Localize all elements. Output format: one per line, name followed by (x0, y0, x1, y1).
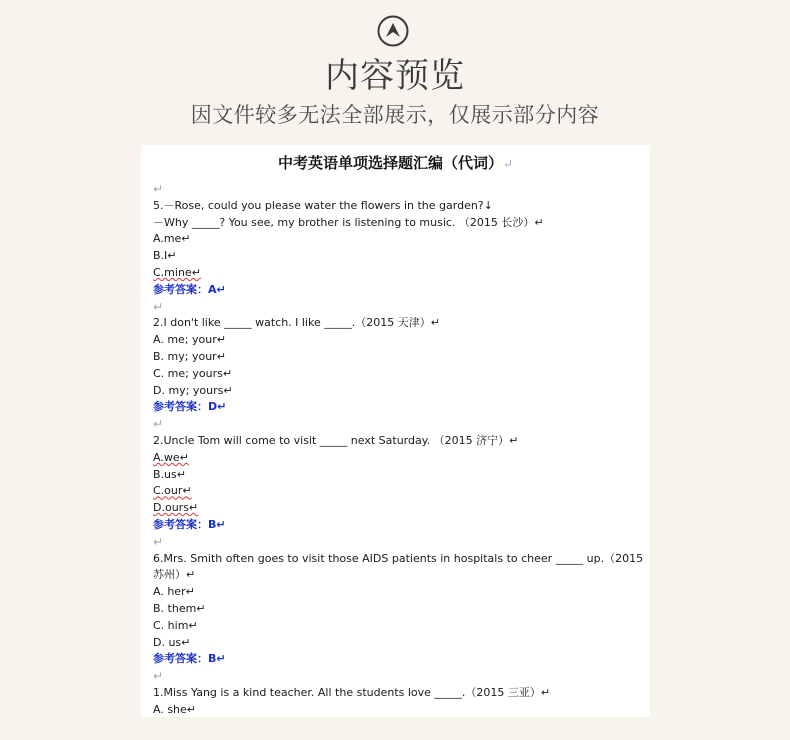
paragraph-mark: ↵ (153, 534, 164, 549)
document-page (141, 145, 650, 717)
line-text: D. my; yours↵ (153, 383, 233, 397)
line-text: D. us↵ (153, 635, 191, 649)
document-line (153, 685, 643, 702)
paragraph-mark: ↵ (153, 669, 164, 684)
line-text: A.me↵ (153, 232, 191, 246)
paragraph-mark: ↵ (153, 299, 164, 314)
line-text: 5.－Rose, could you please water the flowers in the garden?↓ (153, 198, 493, 212)
document-line (153, 635, 643, 652)
paragraph-mark: ↵ (502, 157, 514, 171)
line-text: C.mine↵ (153, 265, 201, 279)
line-text: C. me; yours↵ (153, 366, 233, 380)
document-line (153, 265, 643, 282)
line-text: 参考答案：D↵ (153, 400, 227, 414)
line-text: B.us↵ (153, 467, 186, 481)
document-line (153, 500, 643, 517)
line-text: A. she↵ (153, 702, 197, 716)
line-text: 6.Mrs. Smith often goes to visit those AIDS patients in hospitals to cheer _____ up.（2015 (153, 551, 644, 565)
answer-line (153, 399, 643, 416)
document-line (153, 584, 643, 601)
document-line (153, 702, 643, 717)
document-line (153, 383, 643, 400)
document-line (153, 433, 643, 450)
paragraph-mark: ↵ (153, 417, 164, 432)
document-line (153, 618, 643, 635)
line-text: A.we↵ (153, 450, 189, 464)
document-body (153, 181, 643, 717)
document-line (153, 349, 643, 366)
document-title-text: 中考英语单项选择题汇编（代词） (277, 154, 503, 172)
line-text: A. her↵ (153, 585, 195, 599)
line-text: 参考答案：B↵ (153, 517, 226, 531)
answer-line (153, 282, 643, 299)
answer-line (153, 517, 643, 534)
line-text: A. me; your↵ (153, 333, 226, 347)
line-text: D.ours↵ (153, 501, 199, 515)
document-line (153, 467, 643, 484)
document-line (153, 668, 643, 685)
line-text: －Why _____? You see, my brother is listening to music. （2015 长沙）↵ (153, 215, 544, 229)
line-text: 1.Miss Yang is a kind teacher. All the students love _____.（2015 三亚）↵ (153, 685, 551, 699)
document-line (153, 215, 643, 232)
document-line (153, 567, 643, 584)
document-line (153, 299, 643, 316)
preview-title: 内容预览 (325, 56, 465, 96)
line-text: B. them↵ (153, 601, 206, 615)
document-line (153, 416, 643, 433)
document-line (153, 248, 643, 265)
line-text: 2.I don't like _____ watch. I like _____.（2015 天津）↵ (153, 316, 440, 330)
paragraph-mark: ↵ (153, 182, 164, 196)
line-text: C.our↵ (153, 484, 192, 498)
document-line (153, 551, 643, 568)
line-text: B. my; your↵ (153, 349, 226, 363)
document-line (153, 450, 643, 467)
document-line (153, 601, 643, 618)
chevron-up-circle-icon (377, 15, 409, 47)
line-text: 2.Uncle Tom will come to visit _____ next Saturday. （2015 济宁）↵ (153, 433, 519, 447)
document-line (153, 198, 643, 215)
line-text: 参考答案：B↵ (153, 652, 226, 666)
preview-subtitle: 因文件较多无法全部展示，仅展示部分内容 (190, 103, 600, 127)
document-title (141, 152, 650, 173)
line-text: 参考答案：A↵ (153, 282, 226, 296)
answer-line (153, 651, 643, 668)
line-text: 苏州）↵ (153, 568, 196, 582)
line-text: C. him↵ (153, 618, 198, 632)
document-line (153, 332, 643, 349)
document-line (153, 483, 643, 500)
line-text: B.I↵ (153, 249, 177, 263)
document-line (153, 366, 643, 383)
document-line (153, 181, 643, 198)
document-line (153, 231, 643, 248)
document-line (153, 534, 643, 551)
preview-header (0, 0, 790, 145)
document-line (153, 315, 643, 332)
